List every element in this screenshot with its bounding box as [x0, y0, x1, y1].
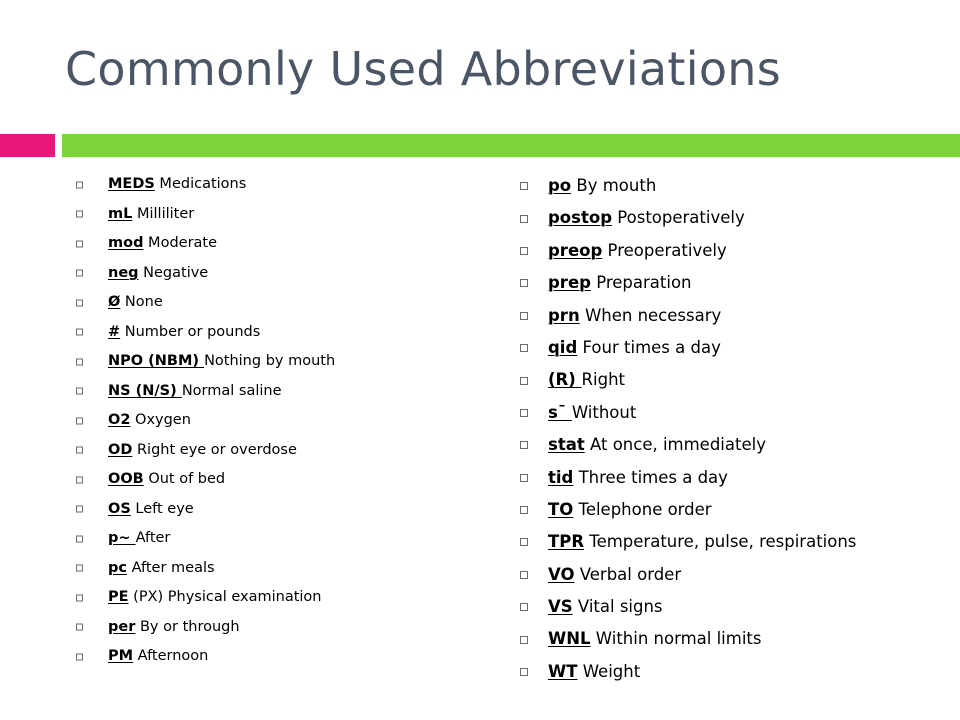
abbreviation-item [518, 462, 948, 494]
abbreviation-meaning: Within normal limits [590, 629, 762, 649]
abbreviation-meaning: Four times a day [577, 337, 721, 357]
abbreviation-meaning: Right [581, 370, 625, 390]
abbreviation-item [76, 524, 476, 554]
square-bullet-icon [76, 329, 83, 336]
abbreviation-item [518, 202, 948, 234]
abbreviation-term: mod [108, 235, 144, 251]
abbreviation-meaning: By mouth [571, 176, 657, 195]
square-bullet-icon [76, 299, 83, 306]
abbreviation-meaning: (PX) Physical examination [128, 589, 322, 605]
abbreviation-term: neg [108, 264, 139, 281]
abbreviation-meaning: Moderate [143, 235, 218, 251]
abbreviation-term: qid [548, 337, 578, 357]
accent-bar-pink [0, 134, 55, 157]
abbreviation-term: pc [108, 559, 127, 576]
abbreviation-meaning: Out of bed [143, 471, 226, 487]
abbreviation-term: OS [108, 500, 131, 517]
abbreviation-item [518, 559, 948, 591]
square-bullet-icon [76, 240, 83, 247]
abbreviation-meaning: Without [571, 402, 637, 422]
abbreviation-term: Ø [108, 294, 121, 310]
abbreviation-meaning: Oxygen [130, 412, 191, 428]
abbreviation-list-right [518, 170, 948, 688]
abbreviation-term: PE [108, 589, 129, 605]
abbreviation-meaning: Afternoon [133, 648, 209, 664]
abbreviation-item [76, 583, 476, 613]
abbreviation-term: NPO (NBM) [108, 353, 205, 369]
abbreviation-term: tid [548, 467, 574, 487]
abbreviation-term: OOB [108, 471, 144, 487]
abbreviation-term: s¯ [548, 402, 572, 422]
square-bullet-icon [76, 211, 83, 218]
abbreviation-meaning: Left eye [130, 500, 194, 517]
square-bullet-icon [520, 506, 528, 514]
abbreviation-item [76, 554, 476, 584]
square-bullet-icon [76, 535, 83, 542]
square-bullet-icon [520, 538, 528, 546]
abbreviation-meaning: Preoperatively [602, 240, 727, 260]
abbreviation-meaning: When necessary [579, 305, 722, 325]
square-bullet-icon [76, 476, 83, 483]
abbreviation-item [518, 494, 948, 526]
abbreviation-meaning: Telephone order [573, 499, 712, 519]
square-bullet-icon [520, 571, 528, 579]
abbreviation-term: po [548, 176, 572, 195]
abbreviation-item [76, 495, 476, 525]
abbreviation-term: TPR [548, 532, 585, 552]
abbreviation-item [76, 613, 476, 643]
abbreviation-term: p~ [108, 530, 136, 546]
abbreviation-meaning: Verbal order [574, 564, 682, 584]
abbreviation-meaning: By or through [135, 618, 240, 635]
square-bullet-icon [520, 441, 528, 449]
abbreviation-term: PM [108, 648, 134, 664]
abbreviation-item [76, 465, 476, 495]
square-bullet-icon [76, 653, 83, 660]
abbreviation-term: O2 [108, 412, 131, 428]
abbreviation-term: (R) [548, 370, 582, 390]
abbreviation-term: mL [108, 205, 133, 222]
square-bullet-icon [76, 594, 83, 601]
square-bullet-icon [520, 474, 528, 482]
abbreviation-item [518, 429, 948, 461]
abbreviation-item [518, 170, 948, 202]
abbreviation-item [518, 591, 948, 623]
abbreviation-meaning: Postoperatively [612, 208, 745, 228]
abbreviation-item [76, 436, 476, 466]
square-bullet-icon [76, 447, 83, 454]
abbreviation-term: NS (N/S) [108, 382, 182, 399]
abbreviation-meaning: None [120, 294, 163, 310]
abbreviation-term: OD [108, 441, 133, 458]
abbreviation-item [76, 259, 476, 289]
square-bullet-icon [520, 182, 528, 190]
abbreviation-meaning: Negative [138, 264, 209, 281]
abbreviation-meaning: Three times a day [573, 467, 728, 487]
square-bullet-icon [76, 181, 83, 188]
square-bullet-icon [520, 215, 528, 223]
abbreviation-term: WNL [548, 629, 591, 649]
abbreviation-item [518, 300, 948, 332]
abbreviation-meaning: At once, immediately [584, 435, 766, 455]
square-bullet-icon [520, 344, 528, 352]
abbreviation-term: stat [548, 435, 585, 455]
square-bullet-icon [520, 312, 528, 320]
abbreviation-item [518, 656, 948, 688]
square-bullet-icon [520, 279, 528, 287]
abbreviation-meaning: Milliliter [132, 205, 195, 222]
abbreviation-meaning: After meals [126, 559, 215, 576]
abbreviation-item [518, 397, 948, 429]
abbreviation-term: prn [548, 305, 580, 325]
abbreviation-meaning: Preparation [590, 273, 692, 293]
square-bullet-icon [76, 506, 83, 513]
abbreviation-item [518, 332, 948, 364]
abbreviation-item [76, 288, 476, 318]
abbreviation-term: MEDS [108, 176, 155, 192]
square-bullet-icon [520, 409, 528, 417]
accent-bar-green [62, 134, 960, 157]
square-bullet-icon [76, 270, 83, 277]
square-bullet-icon [520, 377, 528, 385]
abbreviation-meaning: Vital signs [572, 597, 663, 617]
square-bullet-icon [76, 417, 83, 424]
abbreviation-item [76, 170, 476, 200]
abbreviation-term: VO [548, 564, 575, 584]
abbreviation-term: TO [548, 499, 574, 519]
abbreviation-item [518, 267, 948, 299]
square-bullet-icon [76, 388, 83, 395]
abbreviation-meaning: Temperature, pulse, respirations [584, 532, 857, 552]
abbreviation-term: preop [548, 240, 603, 260]
abbreviation-term: VS [548, 597, 573, 617]
abbreviation-item [76, 229, 476, 259]
abbreviation-item [76, 642, 476, 672]
abbreviation-list-left [76, 170, 476, 672]
abbreviation-meaning: Medications [154, 176, 247, 192]
abbreviation-meaning: Normal saline [181, 382, 282, 399]
abbreviation-term: postop [548, 208, 613, 228]
abbreviation-term: prep [548, 273, 591, 293]
abbreviation-item [518, 623, 948, 655]
abbreviation-meaning: Number or pounds [120, 323, 261, 340]
abbreviation-term: WT [548, 661, 578, 681]
abbreviation-item [518, 526, 948, 558]
abbreviation-meaning: Nothing by mouth [204, 353, 336, 369]
abbreviation-item [518, 235, 948, 267]
square-bullet-icon [520, 636, 528, 644]
slide-title: Commonly Used Abbreviations [65, 42, 782, 96]
abbreviation-item [76, 406, 476, 436]
abbreviation-meaning: Weight [577, 661, 641, 681]
abbreviation-term: # [108, 323, 121, 340]
square-bullet-icon [520, 247, 528, 255]
abbreviation-item [76, 200, 476, 230]
abbreviation-meaning: After [135, 530, 171, 546]
abbreviation-item [76, 318, 476, 348]
square-bullet-icon [76, 565, 83, 572]
abbreviation-item [518, 364, 948, 396]
square-bullet-icon [520, 603, 528, 611]
abbreviation-term: per [108, 618, 136, 635]
square-bullet-icon [76, 624, 83, 631]
square-bullet-icon [76, 358, 83, 365]
square-bullet-icon [520, 668, 528, 676]
abbreviation-item [76, 347, 476, 377]
abbreviation-item [76, 377, 476, 407]
abbreviation-meaning: Right eye or overdose [132, 441, 297, 458]
